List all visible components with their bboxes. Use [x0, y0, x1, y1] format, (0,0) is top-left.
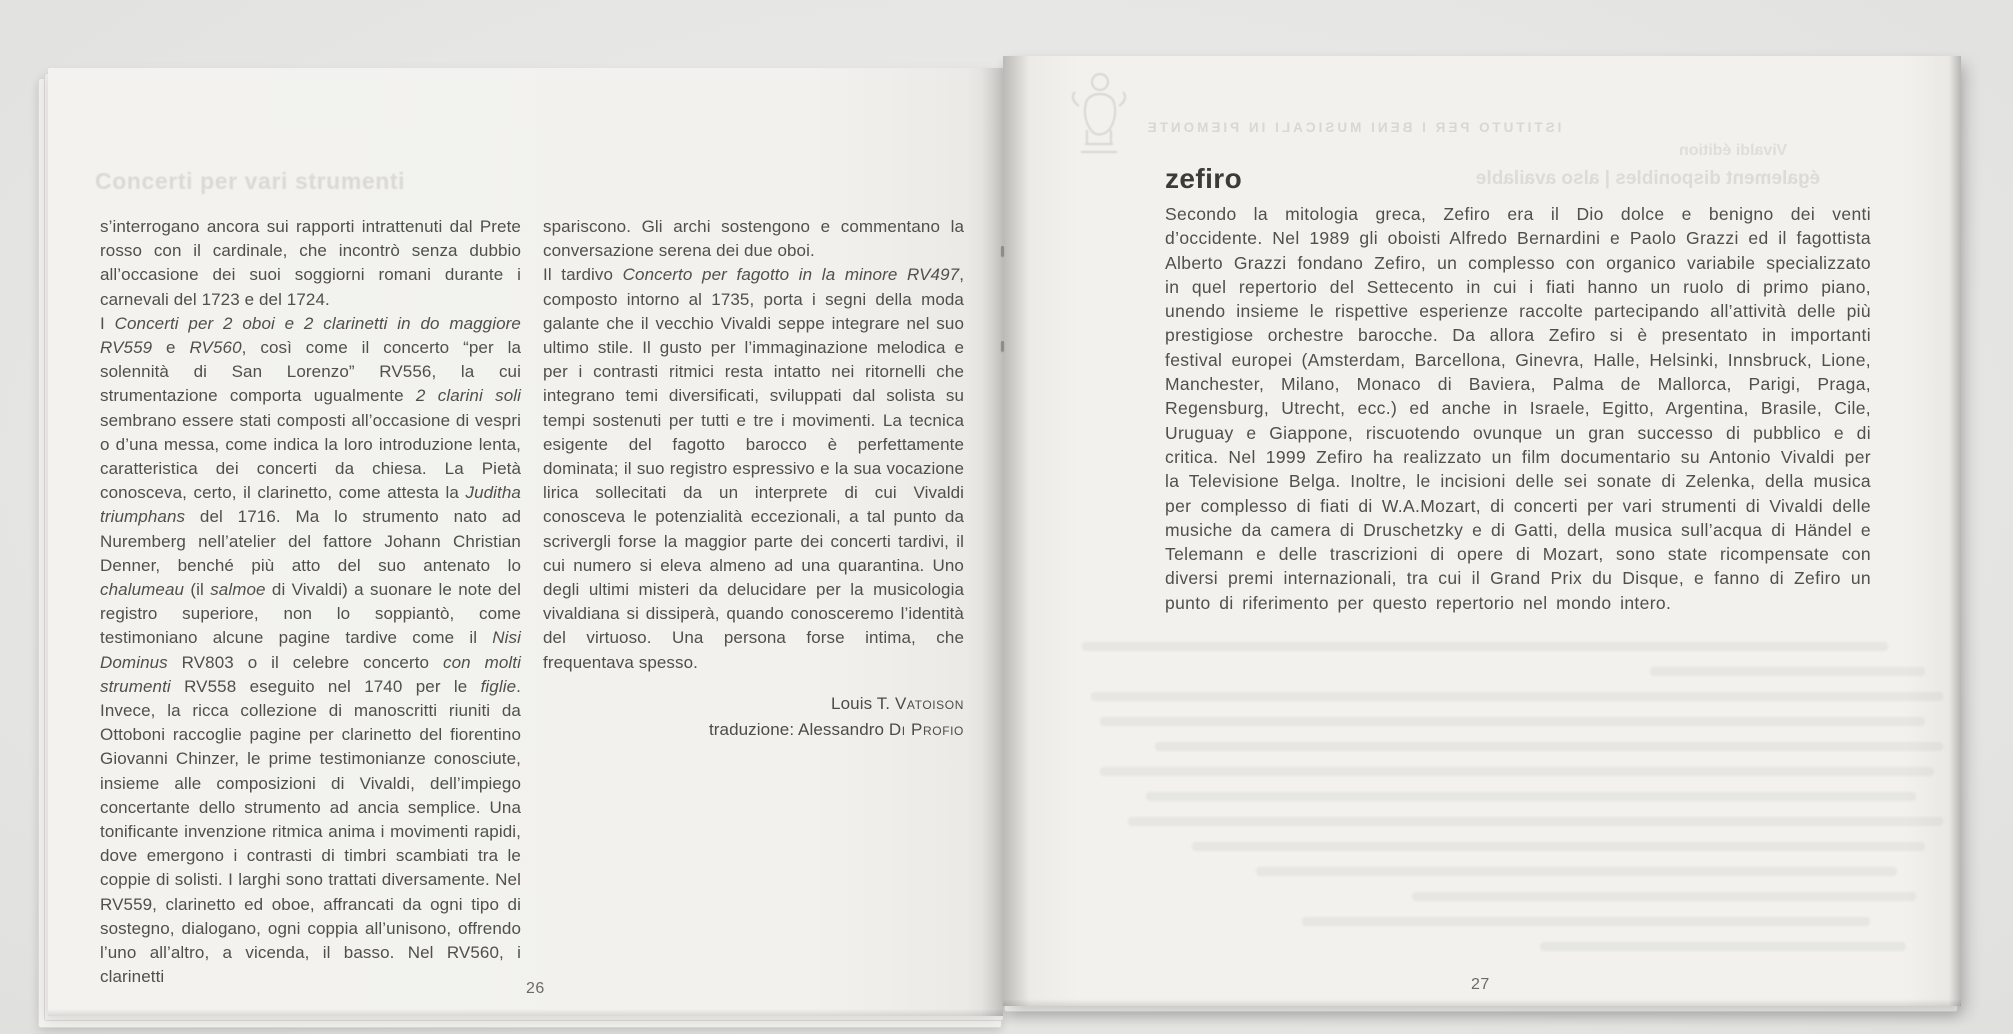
author-credit-block: [543, 691, 964, 743]
gutter-shadow: [981, 68, 1003, 1016]
institute-crest-watermark: [1067, 66, 1131, 166]
zefiro-biography-paragraph: Secondo la mitologia greca, Zefiro era il Dio dolce e benigno dei venti d’occidente. Nel 1989 gli oboisti Alfredo Bernardini e Paolo Grazzi ed il fagottista Alberto Grazzi fondano Zefiro, un complesso con organico variabile specializzato in quel repertorio del Settecento in cui i fiati hanno un ruolo di primo piano, unendo insieme le rispettive esperienze raccolte partecipando all’attività delle più prestigiose orchestre barocche. Da allora Zefiro si è presentato in importanti festival europei (Amsterdam, Barcellona, Ginevra, Halle, Helsinki, Innsbruck, Lione, Manchester, Milano, Monaco di Baviera, Palma de Mallorca, Parigi, Praga, Regensburg, Utrecht, ecc.) ed anche in Israele, Egitto, Argentina, Brasile, Cile, Uruguay e Giappone, riscuotendo ovunque un gran successo di pubblico e di critica. Nel 1999 Zefiro ha realizzato un film documentario su Antonio Vivaldi per la Televisione Belga. Inoltre, le incisioni delle sei sonate di Zelenka, della musica per complesso di fiati di W.A.Mozart, di concerti per vari strumenti di Vivaldi delle musiche da camera di Druschetzky e di Gatti, della musica sull’acqua di Händel e Telemann e delle trascrizioni di opere di Mozart, sono state ricompensate con diversi premi internazionali, tra cui il Grand Prix du Disque, e fanno di Zefiro un punto di riferimento per questo repertorio nel mondo intero.: [1165, 204, 1871, 613]
show-through-vivaldi-edition: Vivaldi édition: [1678, 142, 1788, 159]
page-bottom-shadow: [1003, 999, 1961, 1006]
paragraph: s’interrogano ancora sui rapporti intrattenuti dal Prete rosso con il cardinale, che incontrò senza dubbio all’occasione dei suoi soggiorni romani durante i carnevali del 1723 e del 1724.: [100, 217, 521, 309]
page-title-zefiro: zefiro: [1165, 162, 1243, 194]
page-number-left: 26: [526, 980, 545, 997]
paragraph: Il tardivo Concerto per fagotto in la minore RV497, composto intorno al 1735, porta i segni della moda galante che il vecchio Vivaldi seppe integrare nel suo ultimo stile. Il gusto per l’immaginazione melodica e per i contrasti ritmici resta intatto nei ritornelli che integrano temi diversificati, sviluppati dal solista su tempi sostenuti per tutti e tre i movimenti. La tecnica esigente del fagotto barocco è perfettamente dominata; il suo registro espressivo e la sua vocazione lirica sollecitati da un interprete di cui Vivaldi conosceva le potenzialità eccezionali, a tal punto da scrivergli forse la maggior parte dei concerti tardivi, il cui numero si eleva almeno ad una quarantina. Uno degli ultimi misteri da delucidare per la musicologia vivaldiana si dissiperà, quando conosceremo l’identità del virtuoso. Una persona forse intima, che frequentava spesso.: [543, 265, 965, 672]
show-through-heading: Concerti per vari strumenti: [95, 168, 406, 194]
author-credit: Louis T. Vatoison: [831, 693, 964, 713]
staple: [1001, 341, 1004, 351]
page-left-26: [48, 68, 1003, 1016]
left-text-column-1: [100, 215, 521, 990]
staple: [1001, 246, 1004, 256]
show-through-institute-name: ISTITUTO PER I BENI MUSICALI IN PIEMONTE: [1144, 120, 1562, 135]
show-through-text-block: [1027, 642, 1943, 967]
page-right-27: [1003, 56, 1961, 1006]
paragraph: spariscono. Gli archi sostengono e commentano la conversazione serena dei due oboi.: [543, 217, 964, 261]
page-bottom-shadow: [48, 1009, 1003, 1016]
translator-credit: traduzione: Alessandro Di Profio: [708, 719, 964, 739]
paragraph: I Concerti per 2 oboi e 2 clarinetti in do maggiore RV559 e RV560, così come il concerto “per la solennità di San Lorenzo” RV556, la cui strumentazione comporta ugualmente 2 clarini soli sembrano essere stati composti all’occasione di vespri o d’una messa, come indica la loro introduzione lenta, caratteristica dei concerti da chiesa. La Pietà conosceva, certo, il clarinetto, come attesta la Juditha triumphans del 1716. Ma lo strumento nato ad Nuremberg nell’atelier del fattore Johann Christian Denner, benché più atto del suo antenato lo chalumeau (il salmoe di Vivaldi) a suonare le note del registro superiore, non lo soppiantò, come testimoniano alcune pagine tardive come il Nisi Dominus RV803 o il celebre concerto con molti strumenti RV558 eseguito nel 1740 per le figlie. Invece, la ricca collezione di manoscritti riuniti da Ottoboni raccoglie pagine per clarinetto del fiorentino Giovanni Chinzer, le prime testimonianze conosciute, insieme alle composizioni di Vivaldi, dell’impiego concertante dello strumento ad ancia semplice. Una tonificante invenzione ritmica anima i movimenti rapidi, dove emergono i contrasti di timbri scambiati tra le coppie di solisti. I larghi sono trattati diversamente. Nel RV559, clarinetto ed oboe, affrancati da ogni tipo di sostegno, dialogano, ogni coppia all’unisono, offrendo l’uno all’altro, a vicenda, il basso. Nel RV560, i clarinetti: [100, 313, 522, 987]
page-number-right: 27: [1471, 976, 1490, 993]
gutter-shadow: [1003, 56, 1029, 1006]
left-text-column-2: [543, 215, 964, 743]
page-edge-shadow: [1949, 56, 1961, 1006]
show-through-also-available: également disponibles | also available: [1475, 168, 1821, 189]
